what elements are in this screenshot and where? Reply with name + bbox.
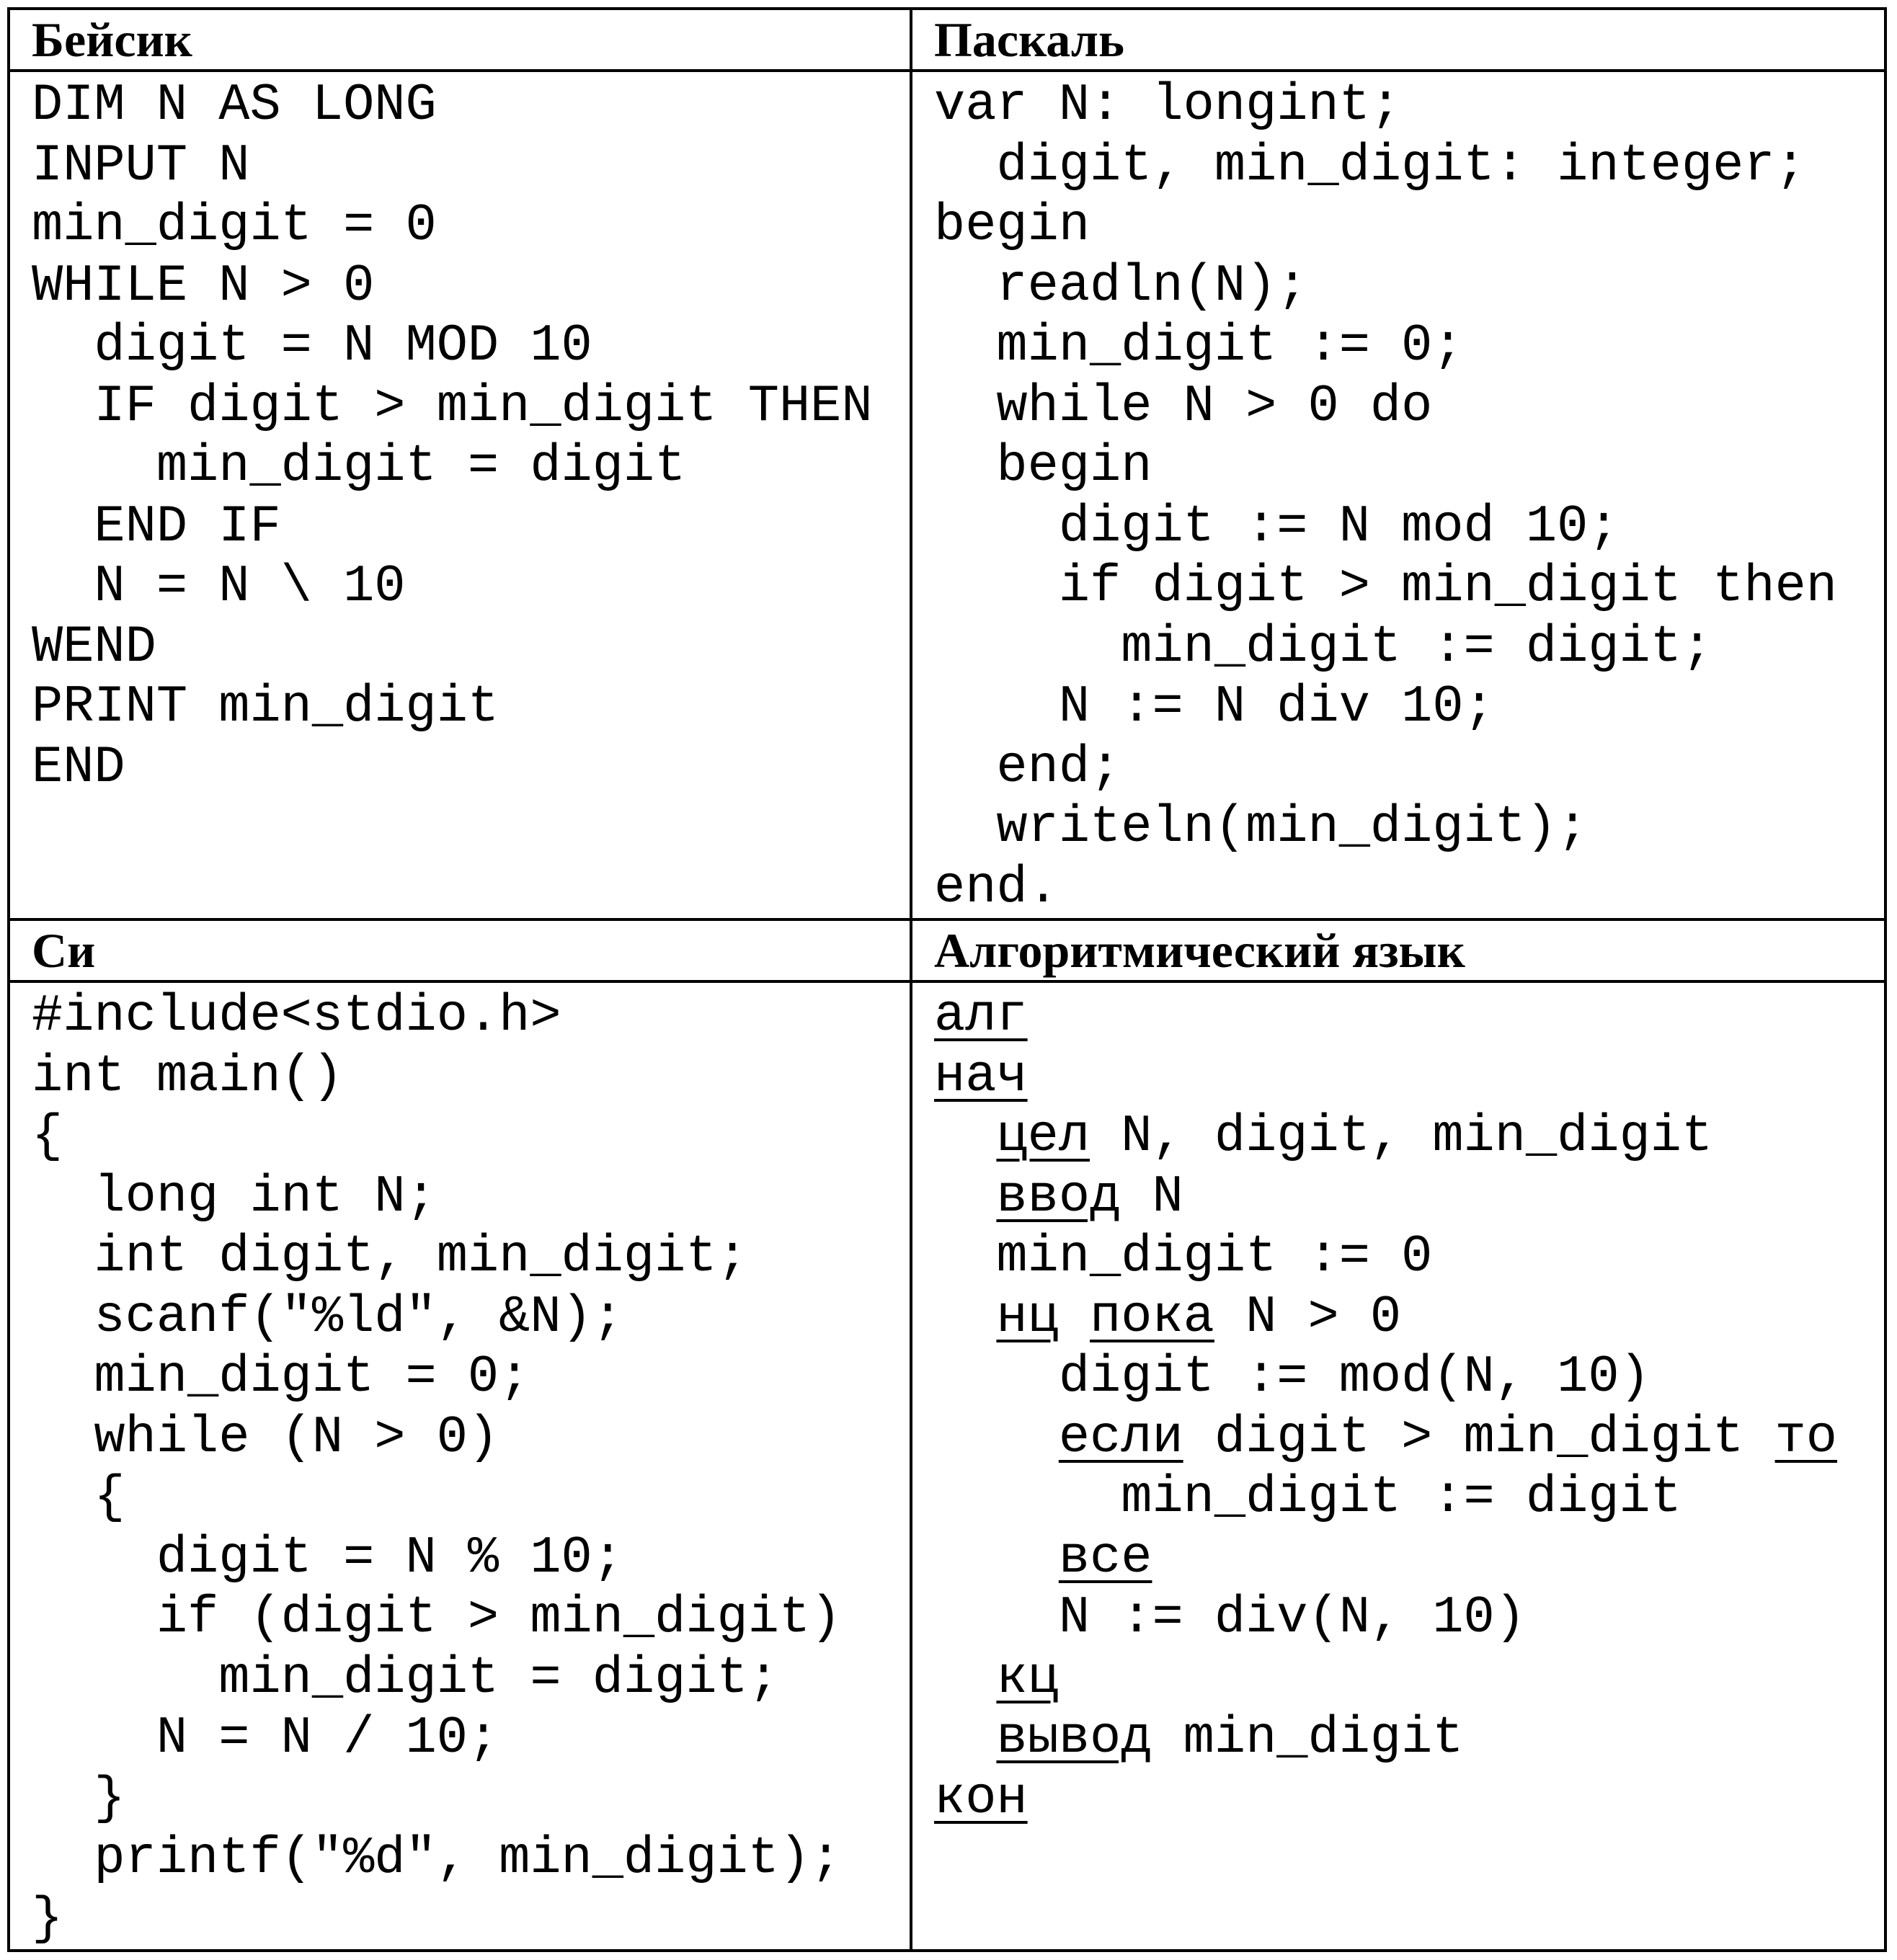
- code-line: [32, 1709, 910, 1769]
- cell-heading-algorithmic: Алгоритмический язык: [911, 919, 1885, 981]
- code-line: [934, 618, 1884, 678]
- code-line: [934, 1588, 1884, 1649]
- code-line: [934, 1769, 1884, 1830]
- code-line: [934, 1288, 1884, 1348]
- code-line: [32, 1829, 910, 1889]
- code-text: int digit, min_digit;: [32, 1227, 748, 1286]
- code-line: [934, 986, 1884, 1047]
- code-text: [934, 1167, 996, 1226]
- code-text: digit := mod(N, 10): [934, 1348, 1651, 1407]
- code-text: begin: [934, 196, 1090, 255]
- keyword: если: [1058, 1407, 1183, 1467]
- keyword: ввод: [996, 1167, 1121, 1226]
- code-text: N, digit, min_digit: [1090, 1107, 1713, 1166]
- code-line: [32, 1889, 910, 1950]
- keyword: нц: [996, 1287, 1059, 1347]
- code-text: IF digit > min_digit THEN: [32, 376, 873, 436]
- code-line: [934, 437, 1884, 497]
- code-text: INPUT N: [32, 135, 250, 195]
- code-line: [32, 1408, 910, 1469]
- code-line: [934, 1408, 1884, 1469]
- keyword: кон: [934, 1768, 1028, 1828]
- code-line: [32, 1288, 910, 1348]
- code-text: END: [32, 737, 125, 797]
- code-line: [32, 377, 910, 437]
- code-text: if (digit > min_digit): [32, 1588, 842, 1647]
- code-line: [32, 738, 910, 798]
- code-line: [32, 1588, 910, 1649]
- code-line: [934, 858, 1884, 919]
- code-line: [934, 196, 1884, 257]
- keyword: кц: [996, 1648, 1059, 1708]
- code-line: [32, 136, 910, 197]
- code-text: N = N \ 10: [32, 557, 406, 616]
- code-text: digit = N MOD 10: [32, 316, 592, 375]
- code-line: [32, 1227, 910, 1288]
- keyword: вывод: [996, 1709, 1152, 1768]
- code-line: [934, 136, 1884, 197]
- code-comparison-table: [7, 7, 1887, 1952]
- code-line: [934, 557, 1884, 618]
- code-text: N > 0: [1214, 1287, 1402, 1347]
- code-line: [32, 1348, 910, 1408]
- code-text: digit, min_digit: integer;: [934, 135, 1806, 195]
- code-text: N := div(N, 10): [934, 1588, 1526, 1647]
- cell-code-c: [9, 981, 911, 1951]
- code-text: min_digit = 0: [32, 196, 437, 255]
- keyword: нач: [934, 1046, 1028, 1106]
- code-line: [32, 1107, 910, 1167]
- code-text: [1059, 1288, 1090, 1347]
- cell-heading-c: Си: [9, 919, 911, 981]
- code-text: min_digit = 0;: [32, 1348, 530, 1407]
- code-row-top: [9, 71, 1885, 919]
- keyword: то: [1774, 1407, 1838, 1467]
- code-text: min_digit = digit;: [32, 1648, 779, 1708]
- code-line: [32, 316, 910, 377]
- code-text: int main(): [32, 1046, 344, 1106]
- code-line: [32, 1528, 910, 1589]
- code-text: [934, 1408, 1059, 1467]
- code-line: [32, 677, 910, 738]
- code-text: min_digit: [1152, 1709, 1464, 1768]
- code-line: [934, 1468, 1884, 1528]
- code-text: {: [32, 1468, 125, 1527]
- code-line: [934, 677, 1884, 738]
- header-row-top: [9, 9, 1885, 71]
- code-text: END IF: [32, 496, 281, 556]
- header-row-bottom: [9, 919, 1885, 981]
- code-text: }: [32, 1768, 125, 1828]
- code-line: [32, 1468, 910, 1528]
- code-line: [32, 437, 910, 497]
- code-text: WHILE N > 0: [32, 256, 375, 316]
- cell-code-pascal: [911, 71, 1885, 919]
- keyword: алг: [934, 986, 1028, 1046]
- code-block-basic: [10, 76, 910, 798]
- code-text: min_digit := digit;: [934, 617, 1713, 677]
- code-line: [32, 497, 910, 558]
- code-line: [32, 618, 910, 678]
- code-line: [934, 1649, 1884, 1709]
- code-text: begin: [934, 437, 1152, 496]
- code-block-pascal: [912, 76, 1884, 918]
- code-line: [934, 76, 1884, 136]
- code-text: WEND: [32, 617, 156, 677]
- code-line: [32, 1769, 910, 1830]
- code-text: N: [1121, 1167, 1183, 1226]
- code-line: [32, 1047, 910, 1108]
- code-line: [934, 738, 1884, 798]
- code-text: scanf("%ld", &N);: [32, 1287, 623, 1347]
- code-line: [934, 798, 1884, 858]
- code-text: while (N > 0): [32, 1407, 499, 1467]
- cell-heading-basic: Бейсик: [9, 9, 911, 71]
- code-block-algorithmic: [912, 986, 1884, 1829]
- code-text: end;: [934, 737, 1121, 797]
- code-block-c: [10, 986, 910, 1949]
- code-line: [934, 316, 1884, 377]
- code-text: {: [32, 1107, 63, 1166]
- code-text: printf("%d", min_digit);: [32, 1829, 842, 1888]
- code-text: [934, 1107, 996, 1166]
- code-text: var N: longint;: [934, 76, 1402, 135]
- code-line: [934, 1709, 1884, 1769]
- code-text: if digit > min_digit then: [934, 557, 1838, 616]
- code-text: digit = N % 10;: [32, 1528, 623, 1587]
- code-text: [934, 1709, 996, 1768]
- code-text: DIM N AS LONG: [32, 76, 437, 135]
- code-text: digit > min_digit: [1183, 1407, 1775, 1467]
- code-text: min_digit := 0;: [934, 316, 1464, 375]
- code-line: [32, 76, 910, 136]
- keyword: все: [1058, 1528, 1152, 1587]
- code-line: [934, 1227, 1884, 1288]
- code-text: PRINT min_digit: [32, 677, 499, 736]
- code-text: end.: [934, 858, 1059, 917]
- code-text: }: [32, 1889, 63, 1948]
- code-line: [32, 1649, 910, 1709]
- cell-heading-pascal: Паскаль: [911, 9, 1885, 71]
- code-text: N = N / 10;: [32, 1709, 499, 1768]
- code-text: readln(N);: [934, 256, 1308, 316]
- code-line: [934, 377, 1884, 437]
- code-text: long int N;: [32, 1167, 437, 1226]
- code-line: [934, 1348, 1884, 1408]
- code-line: [934, 497, 1884, 558]
- code-line: [32, 1167, 910, 1228]
- code-text: min_digit = digit: [32, 437, 686, 496]
- code-text: writeln(min_digit);: [934, 798, 1589, 857]
- code-text: #include<stdio.h>: [32, 986, 561, 1046]
- code-text: min_digit := 0: [934, 1227, 1433, 1286]
- code-text: [934, 1288, 996, 1347]
- code-text: [934, 1528, 1059, 1587]
- code-line: [934, 1167, 1884, 1228]
- cell-code-basic: [9, 71, 911, 919]
- keyword: цел: [996, 1107, 1090, 1166]
- code-line: [934, 1107, 1884, 1167]
- keyword: пока: [1090, 1287, 1214, 1347]
- code-line: [934, 1528, 1884, 1589]
- code-line: [32, 986, 910, 1047]
- code-line: [32, 196, 910, 257]
- code-line: [934, 257, 1884, 317]
- cell-code-algorithmic: [911, 981, 1885, 1951]
- code-line: [32, 557, 910, 618]
- code-line: [32, 257, 910, 317]
- code-text: digit := N mod 10;: [934, 496, 1620, 556]
- code-text: min_digit := digit: [934, 1468, 1681, 1527]
- code-text: [934, 1649, 996, 1708]
- code-row-bottom: [9, 981, 1885, 1951]
- code-text: while N > 0 do: [934, 376, 1433, 436]
- code-line: [934, 1047, 1884, 1108]
- code-text: N := N div 10;: [934, 677, 1495, 736]
